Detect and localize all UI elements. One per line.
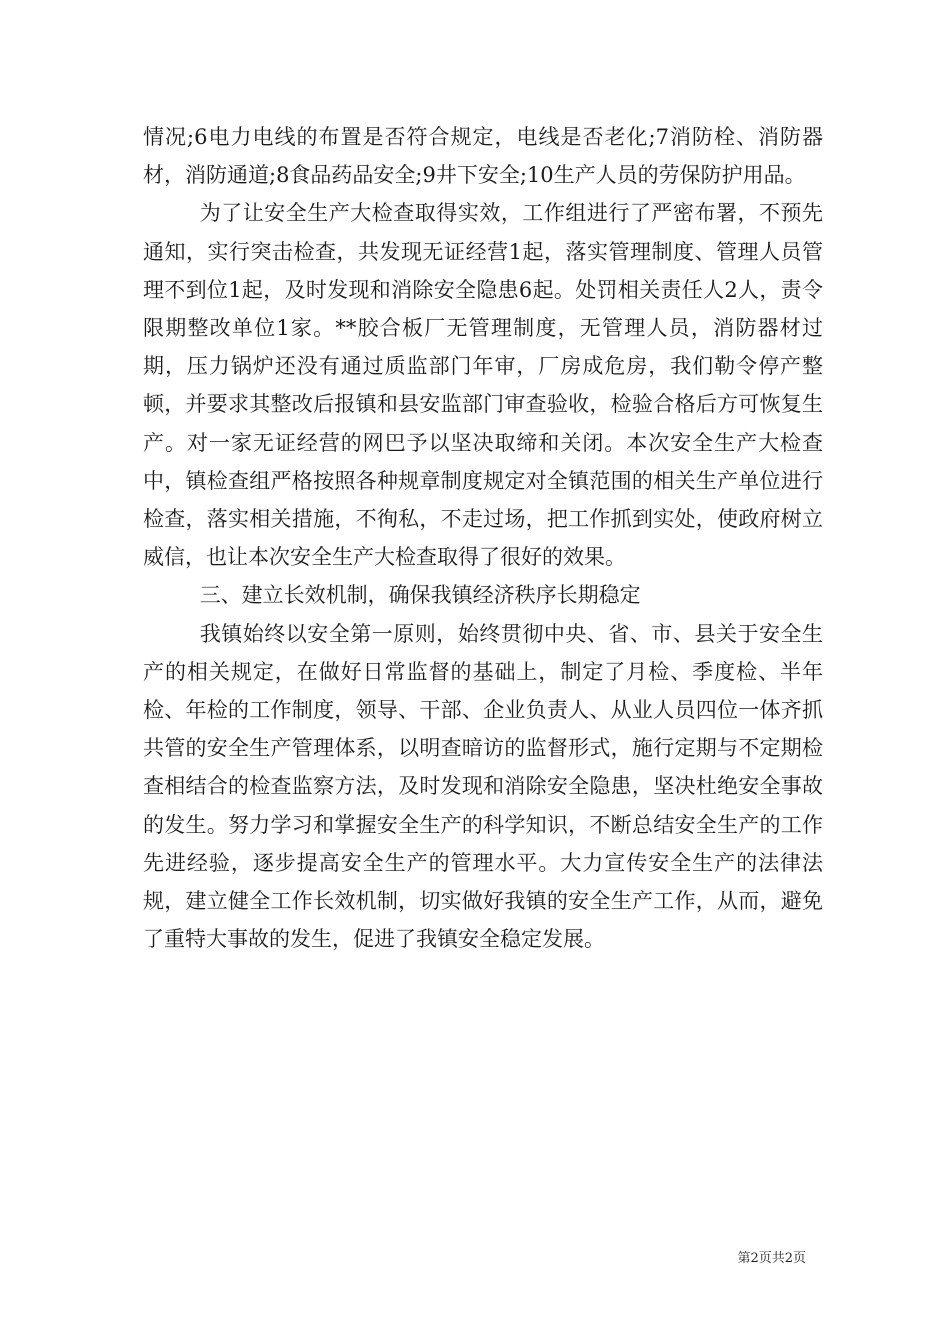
section-heading-long-term-mechanism: 三、建立长效机制，确保我镇经济秩序长期稳定 [199, 583, 641, 608]
paragraph-inspection-results: 为了让安全生产大检查取得实效，工作组进行了严密布署，不预先通知，实行突击检查，共发现无证经营1起，落实管理制度、管理人员管理不到位1起，及时发现和消除安全隐患6起。处罚相关责任人2人，责令限期整改单位1家。**胶合板厂无管理制度，无管理人员，消防器材过期，压力锅炉还没有通过质监部门年审，厂房成危房，我们勒令停产整顿，并要求其整改后报镇和县安监部门审查验收，检验合格后方可恢复生产。对一家无证经营的网巴予以坚决取缔和关闭。本次安全生产大检查中，镇检查组严格按照各种规章制度规定对全镇范围的相关生产单位进行检查，落实相关措施，不徇私，不走过场，把工作抓到实处，使政府树立威信，也让本次安全生产大检查取得了很好的效果。 [143, 201, 823, 570]
paragraph-inspection-items: 情况;6电力电线的布置是否符合规定，电线是否老化;7消防栓、消防器材，消防通道;8食品药品安全;9井下安全;10生产人员的劳保防护用品。 [143, 125, 823, 188]
paragraph-long-term-mechanism: 我镇始终以安全第一原则，始终贯彻中央、省、市、县关于安全生产的相关规定，在做好日常监督的基础上，制定了月检、季度检、半年检、年检的工作制度，领导、干部、企业负责人、从业人员四位一体齐抓共管的安全生产管理体系，以明查暗访的监督形式，施行定期与不定期检查相结合的检查监察方法，及时发现和消除安全隐患，坚决杜绝安全事故的发生。努力学习和掌握安全生产的科学知识，不断总结安全生产的工作先进经验，逐步提高安全生产的管理水平。大力宣传安全生产的法律法规，建立健全工作长效机制，切实做好我镇的安全生产工作，从而，避免了重特大事故的发生，促进了我镇安全稳定发展。 [143, 621, 823, 952]
document-body [143, 118, 823, 958]
page-number-footer: 第2页共2页 [737, 1251, 806, 1266]
